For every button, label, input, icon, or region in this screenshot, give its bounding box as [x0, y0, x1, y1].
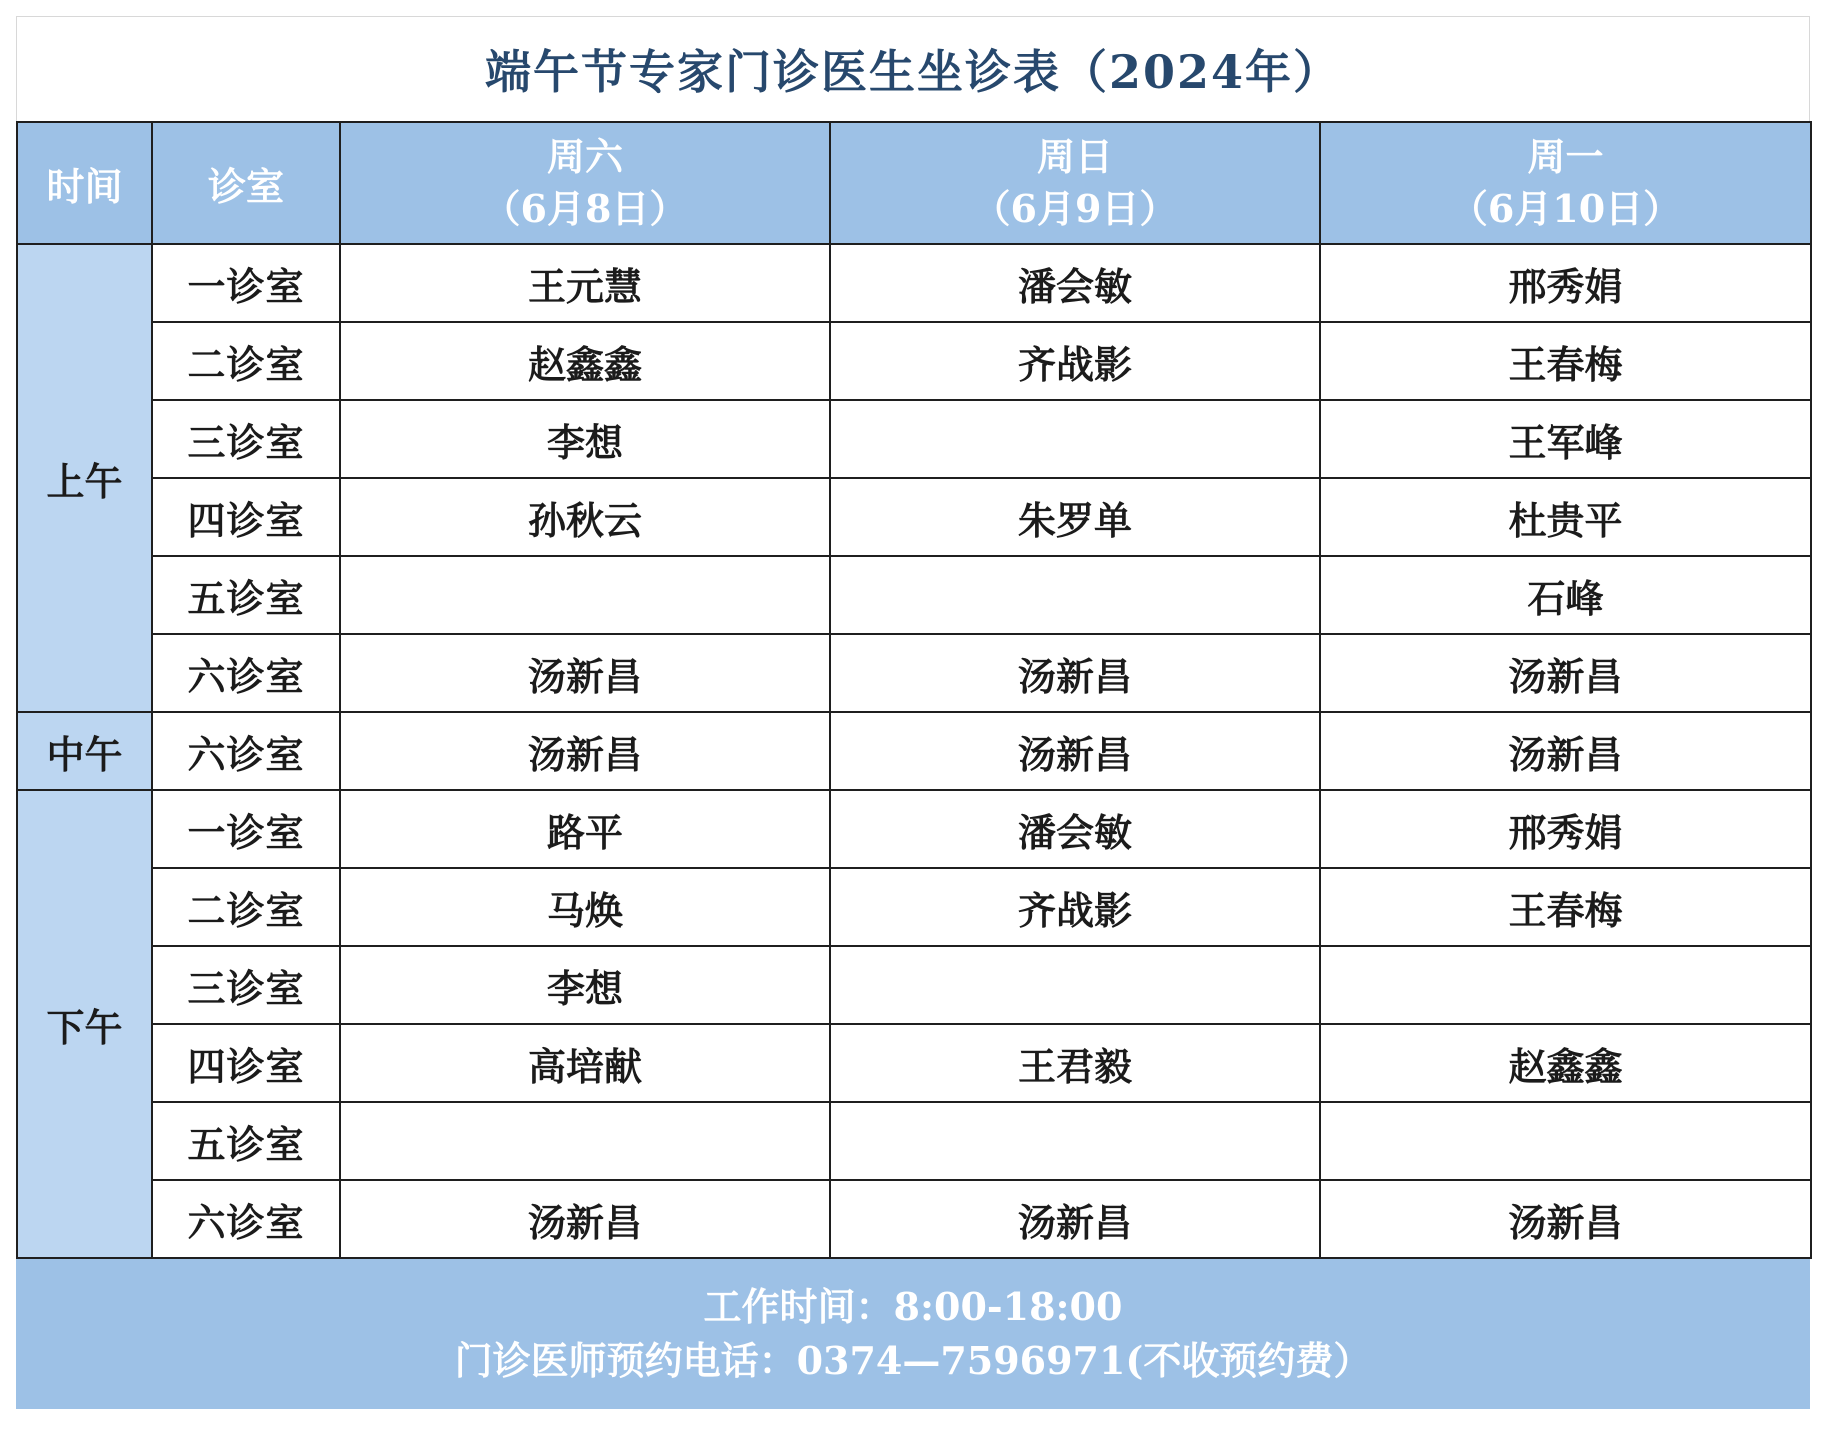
doctor-cell: 汤新昌	[1320, 712, 1811, 790]
doctor-cell	[1320, 946, 1811, 1024]
doctor-cell: 李想	[340, 400, 830, 478]
doctor-cell	[340, 556, 830, 634]
doctor-cell: 汤新昌	[340, 712, 830, 790]
doctor-cell: 汤新昌	[830, 634, 1320, 712]
doctor-cell: 汤新昌	[830, 1180, 1320, 1258]
doctor-cell: 马焕	[340, 868, 830, 946]
doctor-cell: 王君毅	[830, 1024, 1320, 1102]
doctor-cell: 汤新昌	[830, 712, 1320, 790]
doctor-cell: 潘会敏	[830, 244, 1320, 322]
page-title: 端午节专家门诊医生坐诊表（2024年）	[16, 16, 1810, 121]
doctor-cell: 邢秀娟	[1320, 790, 1811, 868]
schedule-table	[16, 121, 1812, 1259]
header-day-sat	[340, 122, 830, 244]
doctor-cell	[340, 1102, 830, 1180]
doctor-cell	[830, 946, 1320, 1024]
day-name: 周日	[1036, 134, 1113, 179]
doctor-cell: 汤新昌	[340, 1180, 830, 1258]
day-date: （6月10日）	[1449, 186, 1682, 231]
room-cell: 二诊室	[152, 322, 340, 400]
table-row	[17, 244, 1811, 322]
table-row	[17, 946, 1811, 1024]
doctor-cell	[830, 1102, 1320, 1180]
doctor-cell: 杜贵平	[1320, 478, 1811, 556]
room-cell: 一诊室	[152, 244, 340, 322]
header-time: 时间	[17, 122, 152, 244]
table-row	[17, 400, 1811, 478]
period-label: 下午	[17, 790, 152, 1258]
room-cell: 三诊室	[152, 400, 340, 478]
table-row	[17, 1180, 1811, 1258]
room-cell: 五诊室	[152, 556, 340, 634]
table-row	[17, 322, 1811, 400]
period-label: 上午	[17, 244, 152, 712]
doctor-cell: 赵鑫鑫	[340, 322, 830, 400]
booking-phone: 门诊医师预约电话：0374—7596971(不收预约费）	[454, 1338, 1372, 1383]
doctor-cell: 汤新昌	[340, 634, 830, 712]
table-row	[17, 712, 1811, 790]
table-row	[17, 478, 1811, 556]
room-cell: 六诊室	[152, 1180, 340, 1258]
doctor-cell: 高培献	[340, 1024, 830, 1102]
day-date: （6月9日）	[972, 186, 1178, 231]
room-cell: 六诊室	[152, 712, 340, 790]
doctor-cell: 石峰	[1320, 556, 1811, 634]
doctor-cell	[830, 400, 1320, 478]
room-cell: 一诊室	[152, 790, 340, 868]
doctor-cell: 齐战影	[830, 868, 1320, 946]
doctor-cell	[830, 556, 1320, 634]
table-row	[17, 1102, 1811, 1180]
doctor-cell: 齐战影	[830, 322, 1320, 400]
room-cell: 四诊室	[152, 1024, 340, 1102]
table-row	[17, 634, 1811, 712]
doctor-cell: 王春梅	[1320, 322, 1811, 400]
room-cell: 三诊室	[152, 946, 340, 1024]
working-hours: 工作时间：8:00-18:00	[703, 1284, 1123, 1329]
room-cell: 二诊室	[152, 868, 340, 946]
day-date: （6月8日）	[482, 186, 688, 231]
doctor-cell: 孙秋云	[340, 478, 830, 556]
doctor-cell	[1320, 1102, 1811, 1180]
room-cell: 四诊室	[152, 478, 340, 556]
doctor-cell: 汤新昌	[1320, 1180, 1811, 1258]
doctor-cell: 王军峰	[1320, 400, 1811, 478]
table-row	[17, 790, 1811, 868]
schedule-body	[17, 244, 1811, 1258]
doctor-cell: 潘会敏	[830, 790, 1320, 868]
doctor-cell: 李想	[340, 946, 830, 1024]
doctor-cell: 赵鑫鑫	[1320, 1024, 1811, 1102]
day-name: 周六	[546, 134, 623, 179]
room-cell: 六诊室	[152, 634, 340, 712]
day-name: 周一	[1527, 134, 1604, 179]
table-row	[17, 1024, 1811, 1102]
header-room: 诊室	[152, 122, 340, 244]
table-row	[17, 556, 1811, 634]
doctor-cell: 汤新昌	[1320, 634, 1811, 712]
doctor-cell: 邢秀娟	[1320, 244, 1811, 322]
header-row	[17, 122, 1811, 244]
room-cell: 五诊室	[152, 1102, 340, 1180]
header-day-mon	[1320, 122, 1811, 244]
doctor-cell: 路平	[340, 790, 830, 868]
header-day-sun	[830, 122, 1320, 244]
schedule-sheet	[16, 16, 1810, 1434]
table-row	[17, 868, 1811, 946]
doctor-cell: 王元慧	[340, 244, 830, 322]
doctor-cell: 朱罗单	[830, 478, 1320, 556]
footer	[16, 1259, 1810, 1409]
period-label: 中午	[17, 712, 152, 790]
doctor-cell: 王春梅	[1320, 868, 1811, 946]
